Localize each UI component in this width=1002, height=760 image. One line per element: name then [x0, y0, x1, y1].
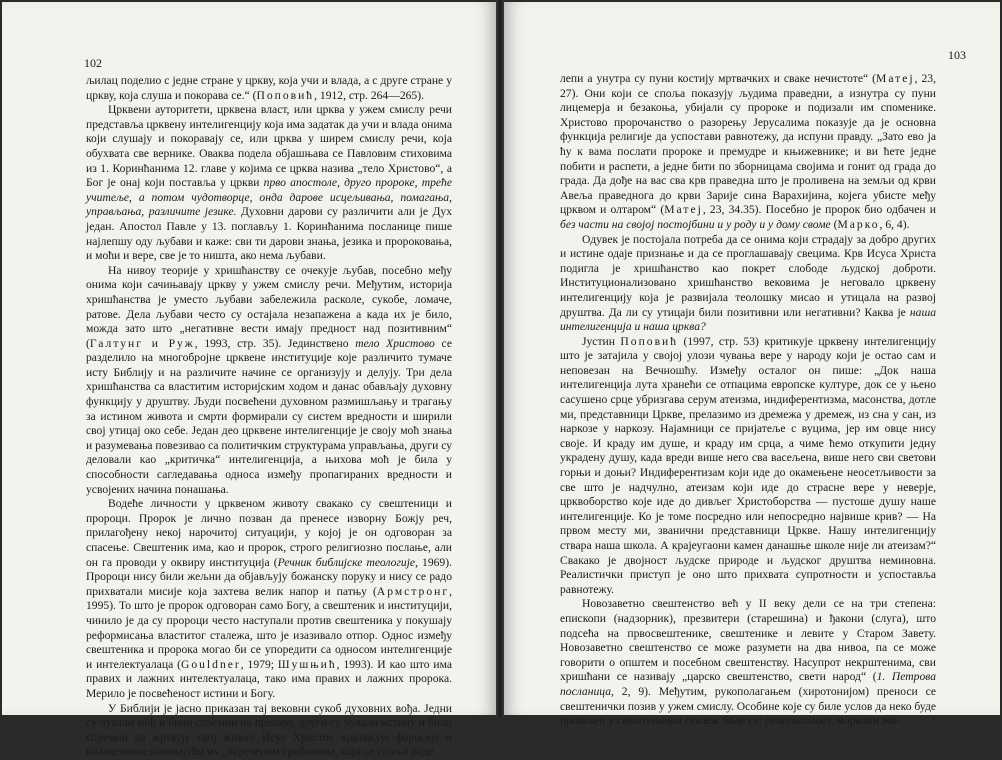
paragraph — [86, 497, 452, 701]
paragraph — [86, 264, 452, 498]
page-body — [560, 72, 936, 729]
text-run: , 23, 34.35). Посебно је пророк био одбачен и — [702, 203, 937, 217]
emphasis-text: тело Христово — [355, 336, 435, 350]
author-name: Gouldner — [180, 657, 241, 671]
text-run: ( — [830, 217, 838, 231]
author-name: Матеј — [876, 72, 915, 85]
page-number: 103 — [948, 48, 966, 62]
text-run: Јустин — [582, 334, 621, 348]
text-run: , 1979; — [240, 657, 278, 671]
text-run: Новозаветно свештенство већ у II веку дели се на три степена: епископи (надзорник), презвитери (старешина) и ђакони (слуга), што подсећа на првосвештенике, свештенике и левите у Старом Завету. Новозаветно свештенство се може разумети на два нивоа, па се може говорити о општем и посебном свештенству. Насупрот некрштенима, сви хришћани се називају „царско свештенство, свети народ“ ( — [560, 597, 936, 684]
text-run: У Библији је јасно приказан тај вековни сукоб духовних вођа. Једни су чували моћ и били спремни на превару, други су чували истину и били спремни да жртвују свој живот. Исус Христос критикује фарисеје и књижевнике називајући их „окреченим гробовима, који се споља виде — [86, 701, 452, 759]
left-page — [2, 2, 496, 759]
author-name: Армстронг — [376, 584, 450, 598]
text-run: , 6, 4). — [879, 217, 910, 231]
text-run: лепи а унутра су пуни костију мртвачких и сваке нечистоте“ ( — [560, 72, 877, 85]
text-run: Духовни дарови су различити али је Дух један. Апостол Павле у 13. поглављу 1. Коринћанима посланице пише најлепшу оду љубави и каже: сви ти дарови знања, језика и пророковања, и моћи и вере, све је то ништа, ако нема љубави. — [86, 205, 452, 263]
text-run: , 2, 9). Међутим, рукополагањем (хиротонијом) преноси се свештенички позив у ужем смислу. Особине које су биле услов да неко буде примљен у свештенички сталеж биле су: религиозност, морални жи- — [560, 684, 936, 728]
author-name: Шушњић — [277, 657, 337, 671]
text-run: (1997, стр. 53) критикује црквену интелигенцију што је затајила у својој улози чувања вере у народу који је остао сам и неповезан на Вечношћу. Између осталог он пише: „Док наша интелигенција лута хранећи се отпацима европске културе, док се у њено сасушено срце убризгава серум атеизма, индиферентизма, масонства, дотле ми, представници Цркве, прелазимо из дремежа у дремеж, из сна у сан, из наркозе у наркозу. Најамници се пријатеље с вуцима, јер им овце нису своје. И краду им душе, и краду им срца, а чиме ћемо откупити једну украдену душу, када вреди више него сва васељена, више него сви светови горњи и доњи? Индиферентизам који иде до окамењене неосетљивости за све што је надчулно, атеизам који иде до страсне вере у неверје, црквоборство које иде до дивљег Христоборства — пустоше душу наше интелигенције. Ко је томе посредно или непосредно највише крив? — На првом месту ми, званични представници Цркве. Нашу интелигенцију ствара наша школа. А крајеугаони камен данашње школе није ли атеизам?“ Свакако је двојност људске природе и људског друштва неминовна. Реалистички приступ је оно што прихвата супротности и успоставља равнотежу. — [560, 334, 936, 596]
text-run: , 1995). То што је пророк одговоран само Богу, а свештеник и институцији, чинило је да су пророци често наступали против свештеника у покушају реформисања властитог сталежа, што је изазивало отпор. Однос између свештеника и пророка могао би се упоредити са односом интелигенције и интелектуалаца ( — [86, 584, 452, 671]
text-run: , 1993, стр. 35). Јединствено — [194, 336, 356, 350]
text-run: Одувек је постојала потреба да се онима који страдају за добро других и истине одаје признање и да се проглашавају свецима. Крв Исуса Христа подигла је хришћанство као покрет слободе људској доброти. Институционализовано хришћанство вековима је неговало црквену интелигенцију која је развијала теолошку мисао и утицала на развој друштва. Да ли су утицаји били позитивни или негативни? Каква је — [560, 232, 936, 319]
text-run: , 23, 27). Они који се споља показују људима праведни, а изнутра су пуни лицемерја и безакоња, убијали су пророке и подизали им споменике. Христово пророчанство о разорењу Јерусалима показује да је основна функција религије да успостави равнотежу, да испуни правду. „Зато ево ја ћу к вама послати пророке и премудре и књижевнике; и ви ћете једне побити и распети, а једне бити по зборницама својима и гонит од града до града. Да дође на вас сва крв праведна што је проливена на земљи од крви Авеља праведнога до крви Зарије сина Варахијина, којега убисте међу црквом и олтаром“ ( — [560, 72, 936, 217]
page-body — [86, 74, 452, 760]
paragraph — [560, 597, 936, 728]
author-name: Марко — [837, 217, 880, 231]
author-name: Матеј — [664, 203, 703, 217]
book-gutter — [496, 0, 504, 717]
text-run: љилац поделио с једне стране у цркву, која учи и влада, а с друге стране у цркву, која слуша и покорава се.“ ( — [86, 74, 452, 102]
author-name: Поповић — [620, 334, 679, 348]
emphasis-text: Речник библијске теологије — [277, 555, 416, 569]
emphasis-text: прво апостоле, друго пророке, треће учитеље, а потом чудотворце, онда дарове исцељивања, помагања, управљања, различите језике. — [86, 176, 452, 219]
emphasis-text: 1. Петрова посланица — [560, 670, 936, 698]
paragraph — [560, 335, 936, 598]
text-run: се разделило на многобројне црквене институције које различито тумаче исту Библију и на различите начине се организују и делују. Три дела хришћанства са властитим историјским ходом и данас обављају духовну функцију у друштву. Људи посвећени духовном размишљању и трагању за истином живота и смрти формирали су систем вредности и ширили свој утицај око себе. Један део црквене интелигенције је своју моћ знања и разумевања повезивао са политичким структурама управљања, други су деловали као „критичка“ интелигенција, а њихова моћ је била у способности сагледавања односа између пропагираних вредности и усвојених начина понашања. — [86, 336, 452, 496]
paragraph — [86, 103, 452, 264]
paragraph — [560, 233, 936, 335]
emphasis-text: наша интелигенција и наша црква? — [560, 305, 936, 334]
author-name: Поповић — [256, 88, 315, 102]
author-name: Галтунг и Руж — [89, 336, 195, 350]
page-number: 102 — [84, 56, 102, 70]
text-run: Водеће личности у црквеном животу свакако су свештеници и пророци. Пророк је лично позван да пренесе изворну Божју реч, прилагођену некој нарочитој ситуацији, у којој је он одговоран за спасење. Свештеник има, као и пророк, строго религиозно послање, али он га проводи у оквиру институција ( — [86, 497, 452, 569]
text-run: На нивоу теорије у хришћанству се очекује љубав, посебно међу онима који сачињавају цркву у ужем смислу речи. Међутим, историја хришћанства је уместо љубави забележила расколе, сукобе, ломаче, ратове. Дела љубави често су остајала незапажена а када их је било, можда зато што „негативне вести имају предност над позитивним“ ( — [86, 263, 452, 350]
text-run: , 1912, стр. 264—265). — [314, 88, 424, 102]
text-run: Црквени ауторитети, црквена власт, или црква у ужем смислу речи представља црквену интелигенцију која има задатак да учи и влада онима који слушају и покоравају се, или црква у ширем смислу речи, која обухвата све вернике. Оваква подела објашњава се Павловим стиховима из 1. Коринћанима 12. главе у којима се црква назива „тело Христово“, а Бог је онај који поставља у цркви — [86, 103, 452, 190]
paragraph — [560, 72, 936, 233]
paragraph — [86, 702, 452, 760]
text-run: , 1993). И као што има правих и лажних интелектуалаца, тако има правих и лажних пророка. Мерило је посвећеност истини и Богу. — [86, 657, 452, 700]
emphasis-text: без части на својој постојбини и у роду и у дому своме — [560, 217, 831, 231]
text-run: , 1969). Пророци нису били жељни да објављују божанску поруку и нису се радо прихватали мисије која захтева велик напор и патњу ( — [86, 555, 452, 598]
paragraph — [86, 74, 452, 103]
right-page — [504, 2, 1000, 728]
